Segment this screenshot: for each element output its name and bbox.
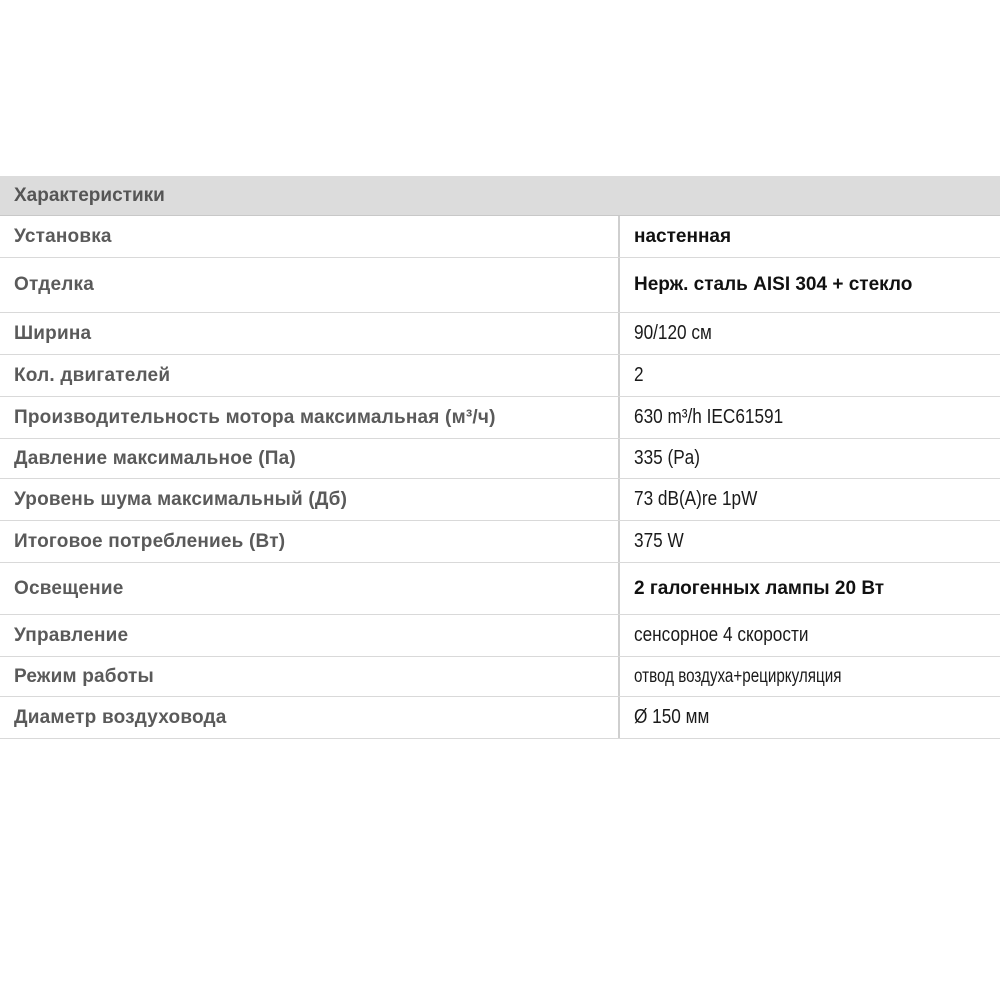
row-value-text: отвод воздуха+рециркуляция xyxy=(634,665,842,687)
row-value-text: 73 dB(A)re 1pW xyxy=(634,488,758,510)
row-label: Управление xyxy=(14,624,129,646)
row-value xyxy=(618,479,1000,520)
table-row xyxy=(0,563,1000,615)
row-label: Итоговое потреблениеь (Вт) xyxy=(14,530,286,552)
table-row xyxy=(0,258,1000,313)
row-value-text: 2 xyxy=(634,364,644,386)
table-row xyxy=(0,313,1000,355)
row-value xyxy=(618,355,1000,396)
spec-table-title: Характеристики xyxy=(14,184,165,206)
table-row xyxy=(0,355,1000,397)
table-row xyxy=(0,397,1000,439)
table-row xyxy=(0,697,1000,739)
row-label: Диаметр воздуховода xyxy=(14,706,227,728)
row-value xyxy=(618,216,1000,257)
row-label: Установка xyxy=(14,225,112,247)
row-value-text: настенная xyxy=(634,225,732,247)
row-label: Давление максимальное (Па) xyxy=(14,447,296,469)
row-value-text: сенсорное 4 скорости xyxy=(634,624,809,646)
row-label: Режим работы xyxy=(14,665,154,687)
row-value-text: 2 галогенных лампы 20 Вт xyxy=(634,577,885,599)
row-value-text: 630 m³/h IEC61591 xyxy=(634,406,784,428)
row-label: Уровень шума максимальный (Дб) xyxy=(14,488,348,510)
row-value xyxy=(618,697,1000,738)
spec-table xyxy=(0,176,1000,739)
row-value-text: 335 (Pa) xyxy=(634,447,700,469)
table-row xyxy=(0,479,1000,521)
table-row xyxy=(0,439,1000,479)
row-value xyxy=(618,258,1000,312)
row-value xyxy=(618,615,1000,656)
row-value-text: Нерж. сталь AISI 304 + стекло xyxy=(634,274,913,295)
table-row xyxy=(0,521,1000,563)
spec-table-header xyxy=(0,176,1000,216)
row-value xyxy=(618,397,1000,438)
row-label: Отделка xyxy=(14,274,95,295)
row-value xyxy=(618,521,1000,562)
row-value xyxy=(618,563,1000,614)
row-value xyxy=(618,439,1000,478)
table-row xyxy=(0,615,1000,657)
table-row xyxy=(0,657,1000,697)
row-label: Производительность мотора максимальная (м³/ч) xyxy=(14,406,496,428)
row-label: Ширина xyxy=(14,322,92,344)
row-value-text: Ø 150 мм xyxy=(634,706,710,728)
table-row xyxy=(0,216,1000,258)
row-value xyxy=(618,313,1000,354)
row-value-text: 375 W xyxy=(634,530,684,552)
row-value xyxy=(618,657,1000,696)
row-label: Кол. двигателей xyxy=(14,364,171,386)
row-label: Освещение xyxy=(14,577,124,599)
row-value-text: 90/120 см xyxy=(634,322,712,344)
